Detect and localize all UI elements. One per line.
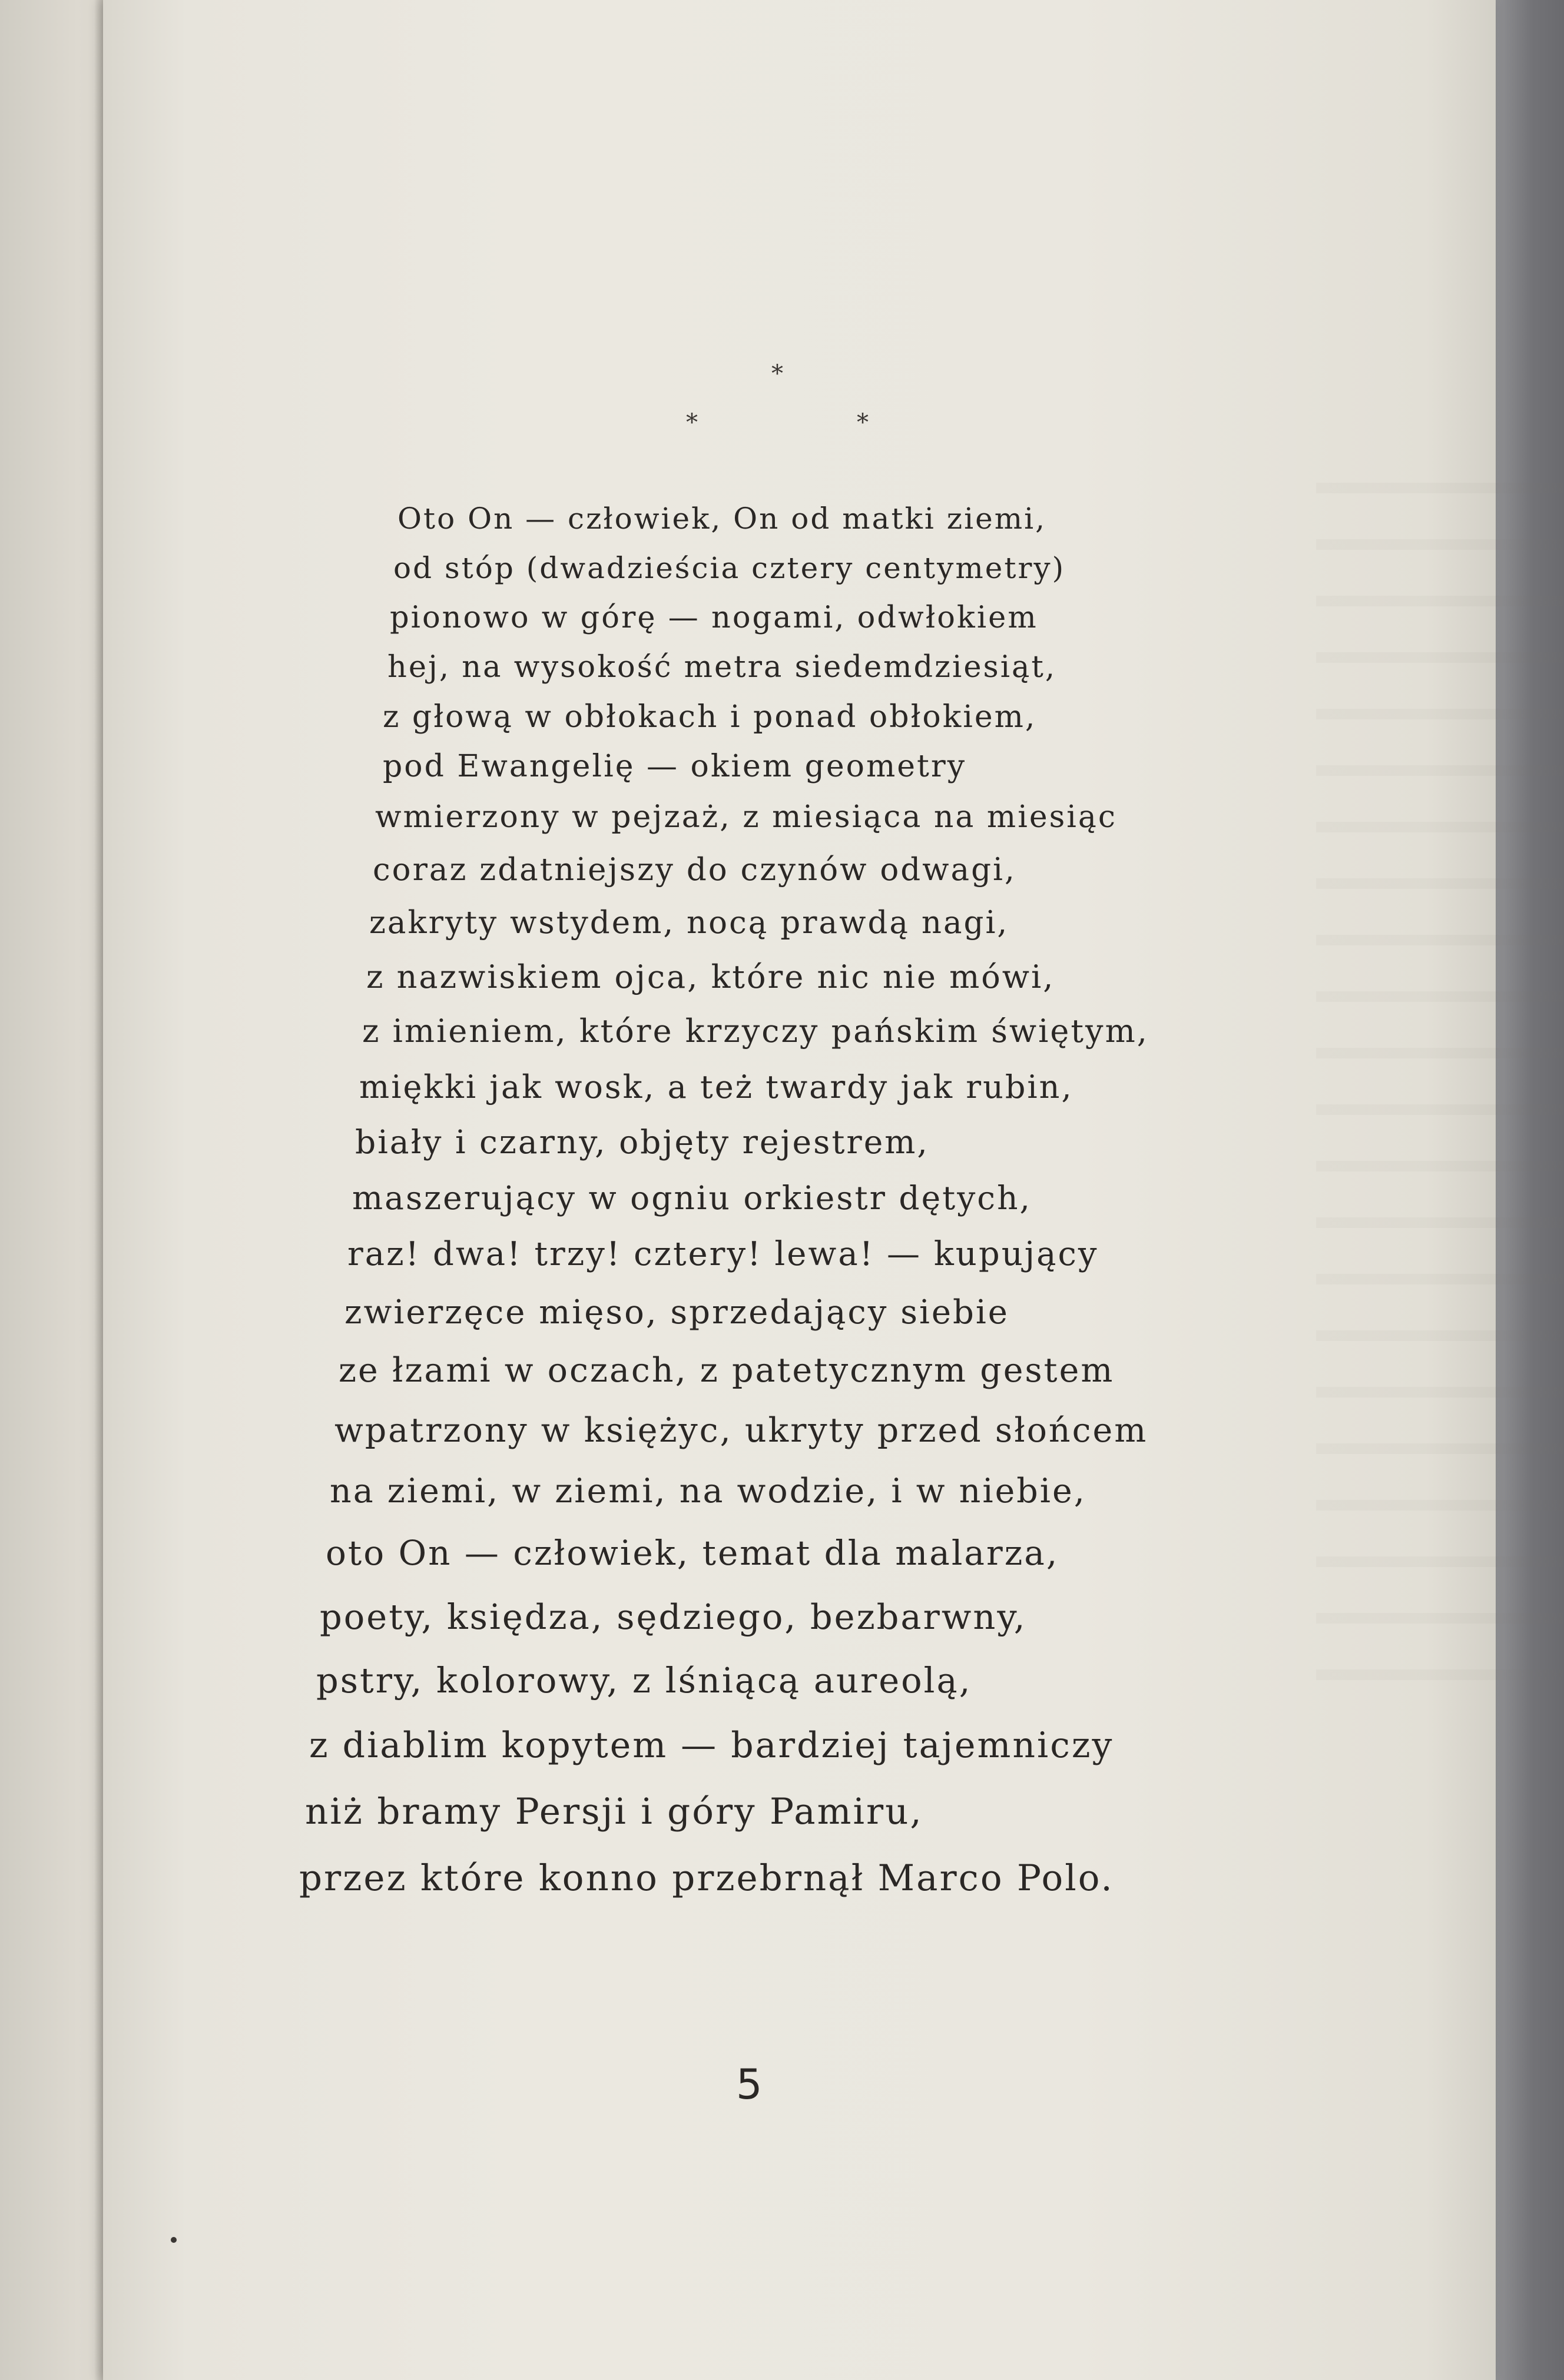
poem-line: poety, księdza, sędziego, bezbarwny,: [320, 1596, 1027, 1637]
poem-line: coraz zdatniejszy do czynów odwagi,: [373, 852, 1016, 888]
poem-line: Oto On — człowiek, On od matki ziemi,: [397, 502, 1046, 536]
poem-line: ze łzami w oczach, z patetycznym gestem: [339, 1351, 1115, 1390]
page-number: 5: [736, 2060, 763, 2109]
poem-line: z imieniem, które krzyczy pańskim świętym,: [362, 1013, 1149, 1050]
poem-line: miękki jak wosk, a też twardy jak rubin,: [359, 1068, 1073, 1106]
poem-line: raz! dwa! trzy! cztery! lewa! — kupujący: [347, 1235, 1099, 1273]
poem-line: biały i czarny, objęty rejestrem,: [355, 1123, 929, 1161]
poem-line: zwierzęce mięso, sprzedający siebie: [344, 1293, 1009, 1332]
poem-line: od stóp (dwadzieścia cztery centymetry): [393, 551, 1066, 585]
poem-line: maszerujący w ogniu orkiestr dętych,: [352, 1179, 1032, 1217]
poem-line: wpatrzony w księżyc, ukryty przed słońcem: [334, 1411, 1148, 1450]
poem-line: wmierzony w pejzaż, z miesiąca na miesiąc: [375, 799, 1118, 835]
paper-speck: [171, 2237, 177, 2243]
poem-line: oto On — człowiek, temat dla malarza,: [326, 1533, 1059, 1573]
poem-line: na ziemi, w ziemi, na wodzie, i w niebie,: [330, 1472, 1086, 1511]
poem-line: z nazwiskiem ojca, które nic nie mówi,: [366, 958, 1055, 995]
poem-line: z diablim kopytem — bardziej tajemniczy: [309, 1725, 1114, 1766]
poem-line: pstry, kolorowy, z lśniącą aureolą,: [316, 1660, 972, 1701]
poem-line: hej, na wysokość metra siedemdziesiąt,: [387, 650, 1057, 685]
poem-line: z głową w obłokach i ponad obłokiem,: [383, 699, 1037, 735]
poem-line: przez które konno przebrnął Marco Polo.: [299, 1857, 1114, 1899]
ornament-star-right: *: [857, 409, 869, 436]
poem-line: niż bramy Persji i góry Pamiru,: [305, 1791, 923, 1833]
poem-line: pod Ewangelię — okiem geometry: [383, 749, 967, 784]
poem-line: pionowo w górę — nogami, odwłokiem: [390, 600, 1038, 635]
poem-line: zakryty wstydem, nocą prawdą nagi,: [369, 905, 1009, 941]
ornament-star-top: *: [771, 360, 783, 387]
ornament-star-left: *: [686, 409, 698, 436]
